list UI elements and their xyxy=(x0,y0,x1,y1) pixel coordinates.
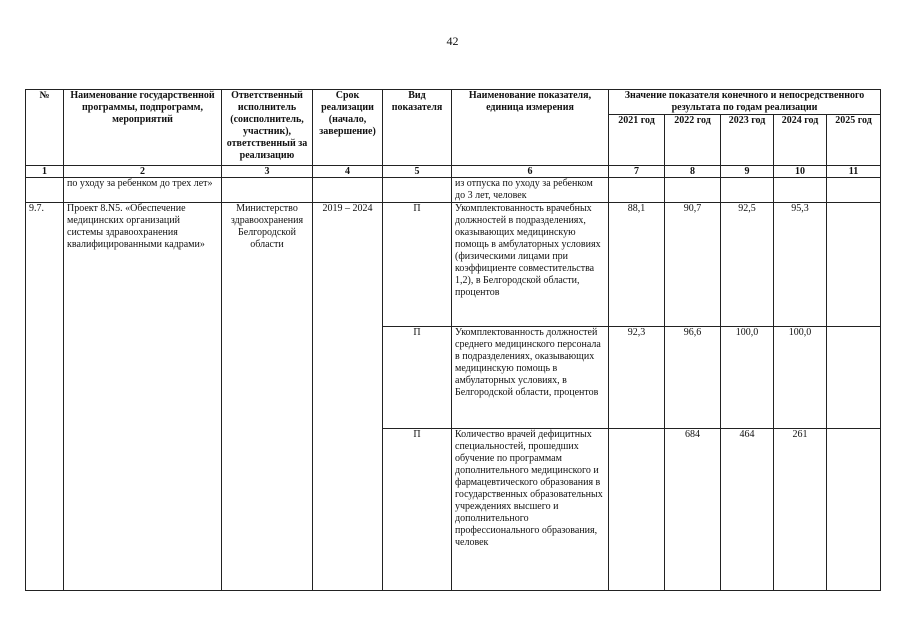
indicator-value: 464 xyxy=(721,429,774,591)
indicator-value: 95,3 xyxy=(774,203,827,327)
header-year-2025: 2025 год xyxy=(827,115,881,166)
header-num: № xyxy=(26,90,64,166)
indicator-value: 92,5 xyxy=(721,203,774,327)
column-number-row xyxy=(26,166,881,178)
header-name: Наименование государственной программы, подпрограмм, мероприятий xyxy=(64,90,222,166)
indicator-value: 88,1 xyxy=(609,203,665,327)
col-number: 5 xyxy=(383,166,452,178)
indicator-text: Количество врачей дефицитных специальностей, прошедших обучение по программам дополнительного медицинского и фармацевтического образования в государственных образовательных учреждениях высшего и дополнительного профессионального образования, человек xyxy=(452,429,609,591)
indicator-value xyxy=(827,203,881,327)
header-year-2021: 2021 год xyxy=(609,115,665,166)
indicator-value: 96,6 xyxy=(665,327,721,429)
header-year-2024: 2024 год xyxy=(774,115,827,166)
header-type: Вид показателя xyxy=(383,90,452,166)
section-term: 2019 – 2024 xyxy=(313,203,383,591)
continuation-indicator: из отпуска по уходу за ребенком до 3 лет, человек xyxy=(452,178,609,203)
header-indicator: Наименование показателя, единица измерения xyxy=(452,90,609,166)
section-number: 9.7. xyxy=(26,203,64,591)
header-year-2023: 2023 год xyxy=(721,115,774,166)
col-number: 10 xyxy=(774,166,827,178)
continuation-name: по уходу за ребенком до трех лет» xyxy=(64,178,222,203)
col-number: 11 xyxy=(827,166,881,178)
indicator-value: 100,0 xyxy=(774,327,827,429)
section-executor: Министерство здравоохранения Белгородской области xyxy=(222,203,313,591)
table-row xyxy=(26,203,881,327)
indicator-text: Укомплектованность должностей среднего медицинского персонала в подразделениях, оказывающих медицинскую помощь в амбулаторных условиях, в Белгородской области, процентов xyxy=(452,327,609,429)
page-number: 42 xyxy=(446,34,459,48)
indicator-value: 100,0 xyxy=(721,327,774,429)
indicator-value: 684 xyxy=(665,429,721,591)
col-number: 7 xyxy=(609,166,665,178)
indicator-value xyxy=(609,429,665,591)
indicator-value xyxy=(827,327,881,429)
col-number: 1 xyxy=(26,166,64,178)
header-year-2022: 2022 год xyxy=(665,115,721,166)
indicator-value: 92,3 xyxy=(609,327,665,429)
indicator-text: Укомплектованность врачебных должностей в подразделениях, оказывающих медицинскую помощь в амбулаторных условиях (физическими лицами при коэффициенте совместительства 1,2), в Белгородской области, процентов xyxy=(452,203,609,327)
header-term: Срок реализации (начало, завершение) xyxy=(313,90,383,166)
col-number: 9 xyxy=(721,166,774,178)
col-number: 8 xyxy=(665,166,721,178)
indicator-type: П xyxy=(383,327,452,429)
col-number: 6 xyxy=(452,166,609,178)
indicator-type: П xyxy=(383,429,452,591)
header-executor: Ответственный исполнитель (соисполнитель, участник), ответственный за реализацию xyxy=(222,90,313,166)
indicator-value: 261 xyxy=(774,429,827,591)
section-name: Проект 8.N5. «Обеспечение медицинских организаций системы здравоохранения квалифицированными кадрами» xyxy=(64,203,222,591)
indicator-table xyxy=(25,89,881,591)
col-number: 2 xyxy=(64,166,222,178)
header-values-group: Значение показателя конечного и непосредственного результата по годам реализации xyxy=(609,90,881,115)
col-number: 3 xyxy=(222,166,313,178)
indicator-type: П xyxy=(383,203,452,327)
continuation-row xyxy=(26,178,881,203)
indicator-value xyxy=(827,429,881,591)
indicator-value: 90,7 xyxy=(665,203,721,327)
col-number: 4 xyxy=(313,166,383,178)
